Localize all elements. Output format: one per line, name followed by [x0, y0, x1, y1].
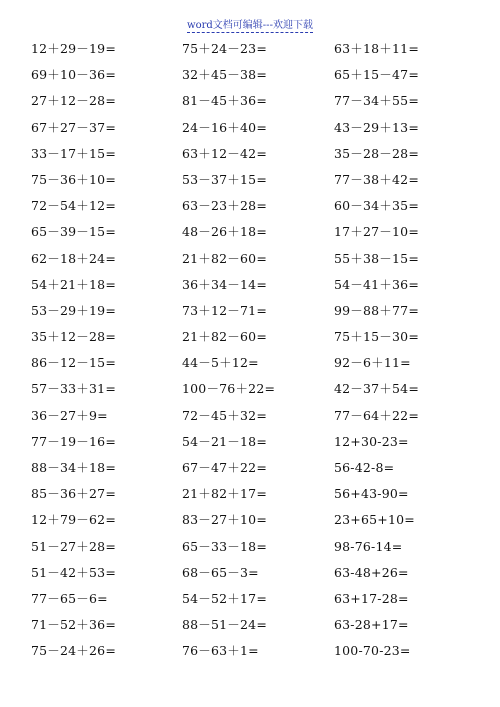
- math-problem: 67－47＋22=: [182, 460, 267, 475]
- math-problem: 21＋82＋17=: [182, 486, 267, 502]
- worksheet-row: [0, 612, 500, 638]
- math-problem: 65－39－15=: [31, 224, 116, 240]
- math-problem: 35－28－28=: [334, 145, 419, 161]
- math-problem: 63－23＋28=: [182, 198, 267, 214]
- math-problem: 42－37＋54=: [334, 381, 419, 397]
- math-problem: 63＋12－42=: [182, 145, 267, 161]
- math-problem: 35＋12－28=: [31, 329, 116, 345]
- worksheet-row: [0, 560, 500, 586]
- math-problem: 43－29＋13=: [334, 119, 419, 135]
- math-problem: 77－19－16=: [31, 433, 116, 449]
- worksheet-row: [0, 586, 500, 612]
- math-problem: 12＋29－19=: [31, 41, 116, 56]
- math-problem: 100－76＋22=: [182, 381, 276, 397]
- math-problem: 36＋34－14=: [182, 276, 267, 292]
- math-problem: 60－34＋35=: [334, 198, 419, 214]
- math-problem: 62－18＋24=: [31, 250, 116, 266]
- math-problem: 75－24＋26=: [31, 643, 116, 659]
- worksheet-row: [0, 376, 500, 402]
- math-problem: 81－45＋36=: [182, 93, 267, 109]
- math-problem: 36－27＋9=: [31, 407, 108, 423]
- worksheet-row: [0, 141, 500, 167]
- math-problem: 72－45＋32=: [182, 407, 267, 423]
- math-problem: 67＋27－37=: [31, 119, 116, 135]
- math-problem: 55＋38－15=: [334, 250, 419, 266]
- document-header: [0, 20, 500, 32]
- math-problem: 57－33＋31=: [31, 381, 116, 397]
- math-problem: 24－16＋40=: [182, 119, 267, 135]
- math-problem: 75－36＋10=: [31, 171, 116, 187]
- math-problem: 12+30-23=: [334, 433, 409, 449]
- math-problem: 68－65－3=: [182, 564, 259, 580]
- math-problem: 69＋10－36=: [31, 67, 116, 83]
- math-problem: 51－42＋53=: [31, 564, 116, 580]
- math-problem: 27＋12－28=: [31, 93, 116, 109]
- math-problem: 88－34＋18=: [31, 460, 116, 475]
- worksheet-row: [0, 167, 500, 193]
- math-problem: 65＋15－47=: [334, 67, 419, 83]
- worksheet-row: [0, 88, 500, 114]
- math-problem: 85－36＋27=: [31, 486, 116, 502]
- math-problem: 54－52＋17=: [182, 590, 267, 606]
- math-problem: 77－38＋42=: [334, 171, 419, 187]
- math-problem: 12＋79－62=: [31, 512, 116, 528]
- math-problem: 54－41＋36=: [334, 276, 419, 292]
- worksheet-row: [0, 403, 500, 429]
- math-problem: 23+65+10=: [334, 512, 415, 528]
- math-problem: 21＋82－60=: [182, 329, 267, 345]
- math-problem: 54－21－18=: [182, 433, 267, 449]
- math-problem: 44－5＋12=: [182, 355, 259, 371]
- worksheet-row: [0, 481, 500, 507]
- math-problem: 71－52＋36=: [31, 617, 116, 633]
- worksheet-row: [0, 324, 500, 350]
- math-problem: 77－65－6=: [31, 590, 108, 606]
- worksheet-row: [0, 193, 500, 219]
- math-problem: 98-76-14=: [334, 538, 403, 554]
- worksheet-row: [0, 429, 500, 455]
- worksheet-row: [0, 455, 500, 481]
- math-problem: 100-70-23=: [334, 643, 411, 659]
- header-text: word文档可编辑---欢迎下载: [187, 20, 313, 31]
- math-problem: 32＋45－38=: [182, 67, 267, 83]
- worksheet-row: [0, 638, 500, 664]
- math-problem: 76－63＋1=: [182, 643, 259, 659]
- math-problem: 65－33－18=: [182, 538, 267, 554]
- worksheet-row: [0, 62, 500, 88]
- worksheet: [0, 36, 500, 665]
- math-problem: 75＋24－23=: [182, 41, 267, 56]
- worksheet-row: [0, 36, 500, 62]
- math-problem: 99－88＋77=: [334, 302, 419, 318]
- worksheet-row: [0, 219, 500, 245]
- worksheet-row: [0, 507, 500, 533]
- worksheet-row: [0, 298, 500, 324]
- math-problem: 63-48+26=: [334, 564, 409, 580]
- math-problem: 75＋15－30=: [334, 329, 419, 345]
- math-problem: 56-42-8=: [334, 460, 395, 475]
- math-problem: 56+43-90=: [334, 486, 409, 502]
- math-problem: 54＋21＋18=: [31, 276, 116, 292]
- math-problem: 63＋18＋11=: [334, 41, 419, 56]
- math-problem: 53－37＋15=: [182, 171, 267, 187]
- math-problem: 72－54＋12=: [31, 198, 116, 214]
- worksheet-row: [0, 350, 500, 376]
- math-problem: 88－51－24=: [182, 617, 267, 633]
- worksheet-row: [0, 272, 500, 298]
- math-problem: 33－17＋15=: [31, 145, 116, 161]
- math-problem: 73＋12－71=: [182, 302, 267, 318]
- math-problem: 51－27＋28=: [31, 538, 116, 554]
- math-problem: 77－64＋22=: [334, 407, 419, 423]
- worksheet-row: [0, 115, 500, 141]
- math-problem: 17＋27－10=: [334, 224, 419, 240]
- math-problem: 53－29＋19=: [31, 302, 116, 318]
- math-problem: 86－12－15=: [31, 355, 116, 371]
- math-problem: 77－34＋55=: [334, 93, 419, 109]
- math-problem: 48－26＋18=: [182, 224, 267, 240]
- math-problem: 21＋82－60=: [182, 250, 267, 266]
- math-problem: 63-28+17=: [334, 617, 409, 633]
- worksheet-row: [0, 534, 500, 560]
- math-problem: 92－6＋11=: [334, 355, 411, 371]
- math-problem: 63+17-28=: [334, 590, 409, 606]
- worksheet-row: [0, 246, 500, 272]
- math-problem: 83－27＋10=: [182, 512, 267, 528]
